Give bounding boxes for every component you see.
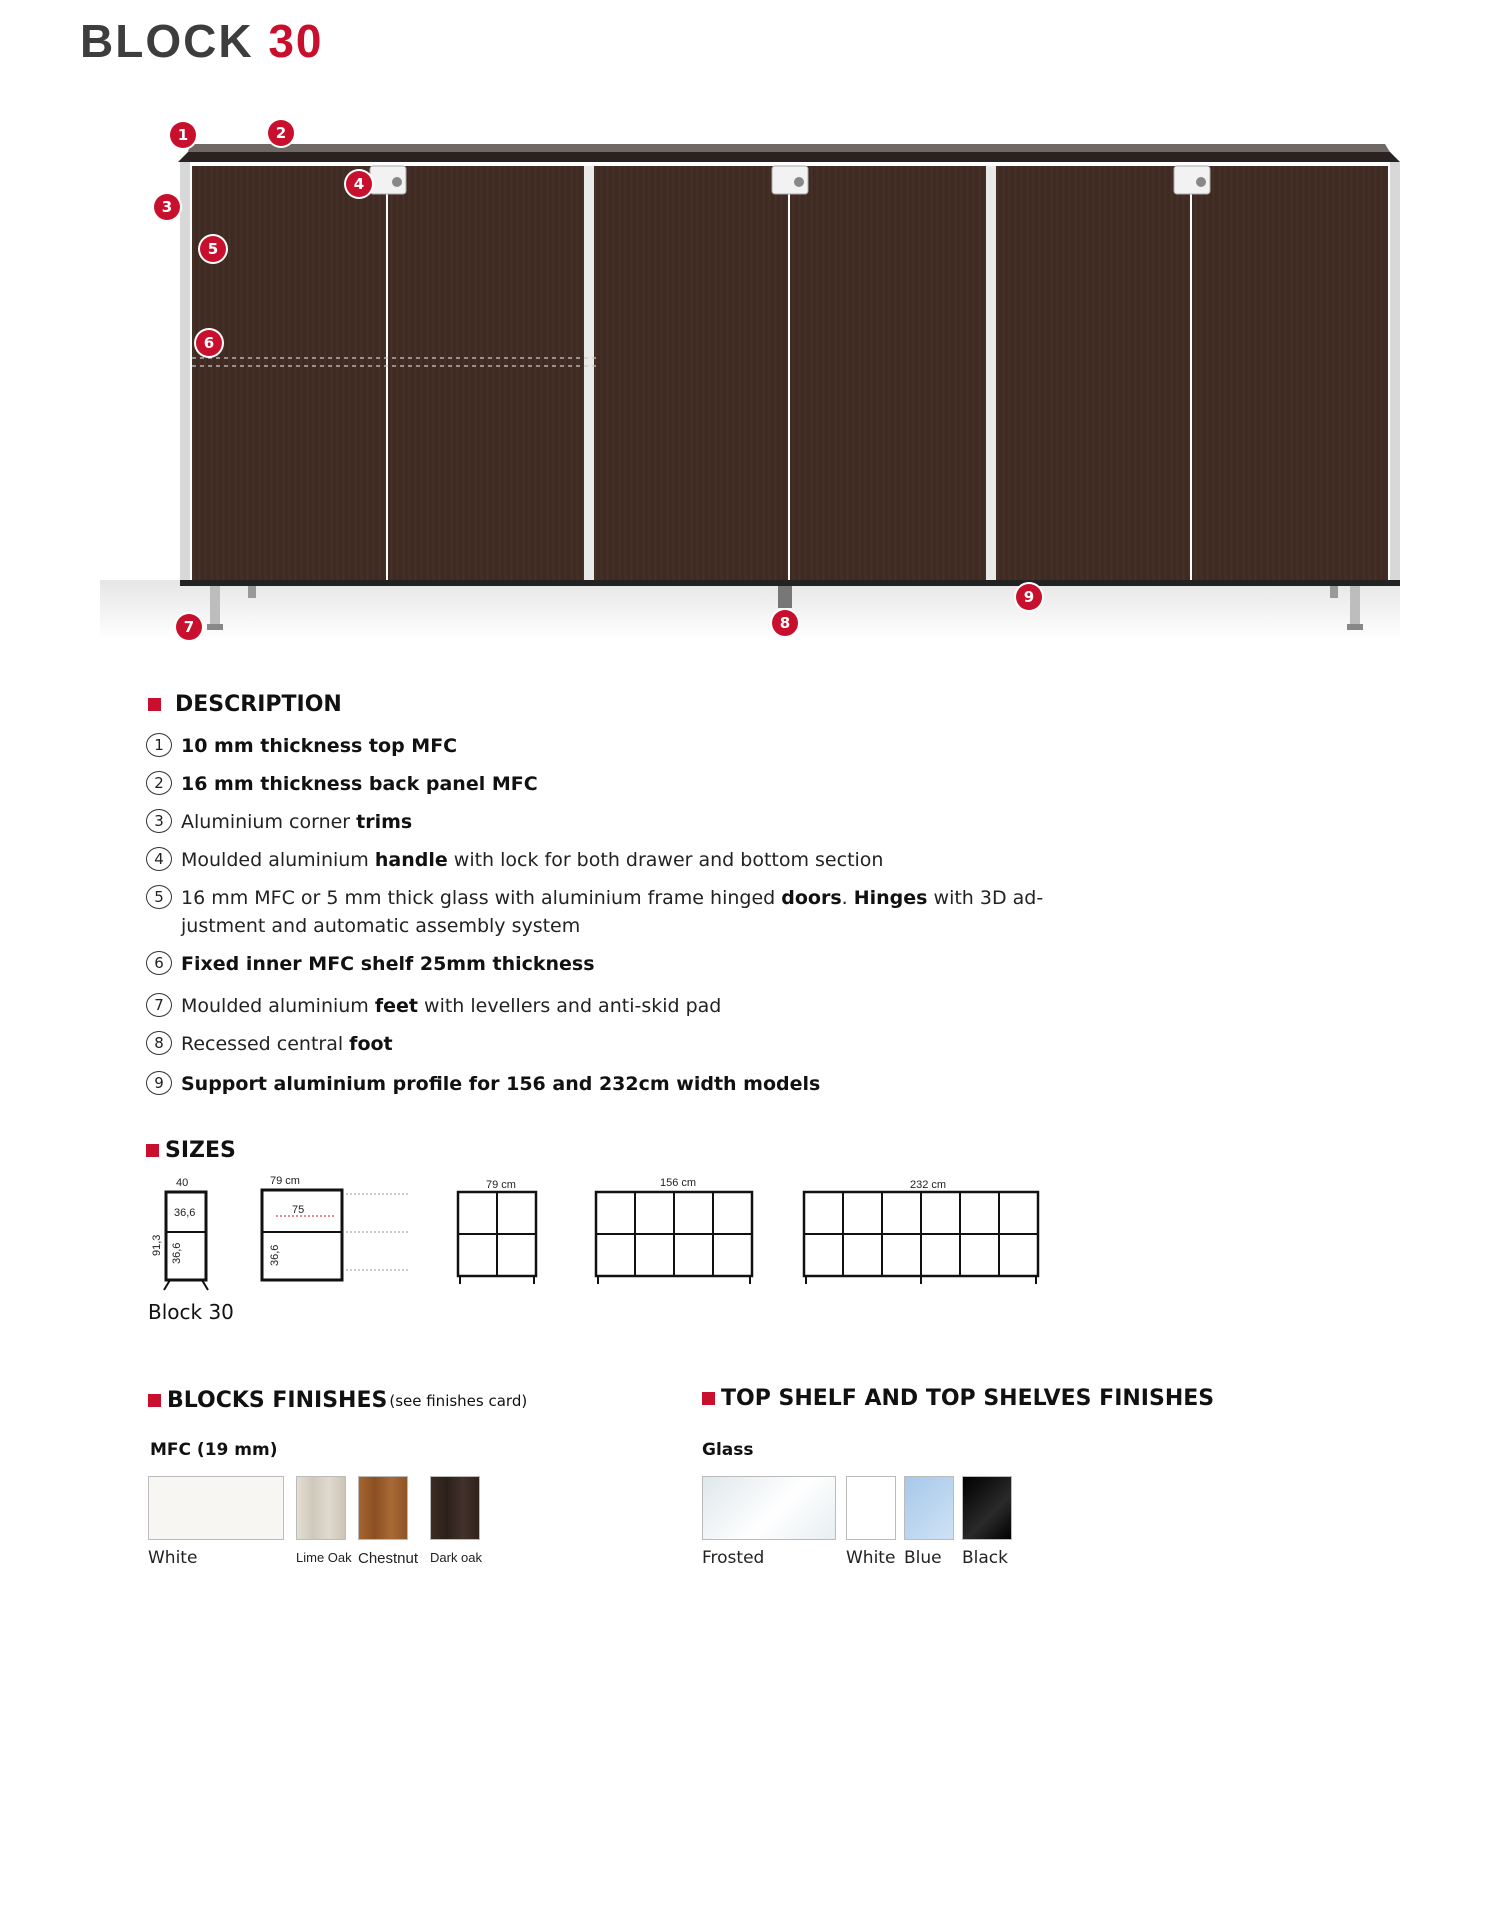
product-image [100,120,1420,660]
swatch-frosted [702,1476,836,1540]
title-prefix: BLOCK [80,15,254,67]
list-item: 1 10 mm thickness top MFC [146,732,1086,770]
callout-4: 4 [346,171,372,197]
list-item: 3 Aluminium corner trims [146,808,1086,846]
title-number: 30 [268,15,324,67]
page-title [80,14,324,68]
swatch-label: Frosted [702,1548,765,1568]
list-item: 2 16 mm thickness back panel MFC [146,770,1086,808]
list-item: 8 Recessed central foot [146,1030,1086,1070]
swatch-label: Chestnut [358,1550,419,1567]
dim-w232: 232 cm [910,1179,947,1191]
dim-inner1: 36,6 [174,1207,196,1219]
callout-2: 2 [268,120,294,146]
swatch-glass-white [846,1476,896,1540]
top-material: Glass [702,1440,754,1460]
swatch-label: Dark oak [430,1550,483,1565]
heading-marker [148,1394,161,1407]
swatch-dark-oak [430,1476,480,1540]
swatch-label: Black [962,1548,1008,1568]
size-diagrams [140,1176,1060,1296]
callout-5: 5 [200,236,226,262]
list-item: 5 16 mm MFC or 5 mm thick glass with aluminium frame hinged doors. Hinges with 3D ad- justment and automatic assembly system [146,884,1086,950]
heading-marker [702,1392,715,1405]
dim-w156: 156 cm [660,1177,697,1189]
description-heading: DESCRIPTION [148,692,342,717]
svg-text:36,6: 36,6 [269,1244,281,1266]
top-finishes-heading: TOP SHELF AND TOP SHELVES FINISHES [702,1386,1214,1411]
description-list [146,732,1086,1108]
swatch-label: White [148,1548,198,1568]
callout-1: 1 [170,122,196,148]
swatch-lime-oak [296,1476,346,1540]
callout-6: 6 [196,330,222,356]
list-item: 9 Support aluminium profile for 156 and 232cm width models [146,1070,1086,1108]
swatch-glass-black [962,1476,1012,1540]
callout-7: 7 [176,614,202,640]
dim-w79a: 79 cm [270,1176,300,1187]
swatch-label: White [846,1548,896,1568]
swatch-label: Blue [904,1548,942,1568]
dim-w79b: 79 cm [486,1179,516,1191]
dim-inner2: 36,6 [171,1242,183,1264]
heading-marker [146,1144,159,1157]
swatch-chestnut [358,1476,408,1540]
dim-height: 91,3 [151,1234,163,1256]
callout-3: 3 [154,194,180,220]
sizes-heading: SIZES [146,1138,236,1163]
blocks-finishes-heading: BLOCKS FINISHES (see finishes card) [148,1388,527,1413]
swatch-glass-blue [904,1476,954,1540]
list-item: 6 Fixed inner MFC shelf 25mm thickness [146,950,1086,992]
list-item: 4 Moulded aluminium handle with lock for both drawer and bottom section [146,846,1086,884]
blocks-material: MFC (19 mm) [150,1440,278,1460]
list-item: 7 Moulded aluminium feet with levellers and anti-skid pad [146,992,1086,1030]
dim-depth: 40 [176,1177,189,1189]
heading-marker [148,698,161,711]
swatch-white [148,1476,284,1540]
block-label: Block 30 [148,1300,234,1324]
dim-shelf: 75 [292,1204,305,1216]
swatch-label: Lime Oak [296,1550,352,1565]
callout-8: 8 [772,610,798,636]
callout-9: 9 [1016,584,1042,610]
